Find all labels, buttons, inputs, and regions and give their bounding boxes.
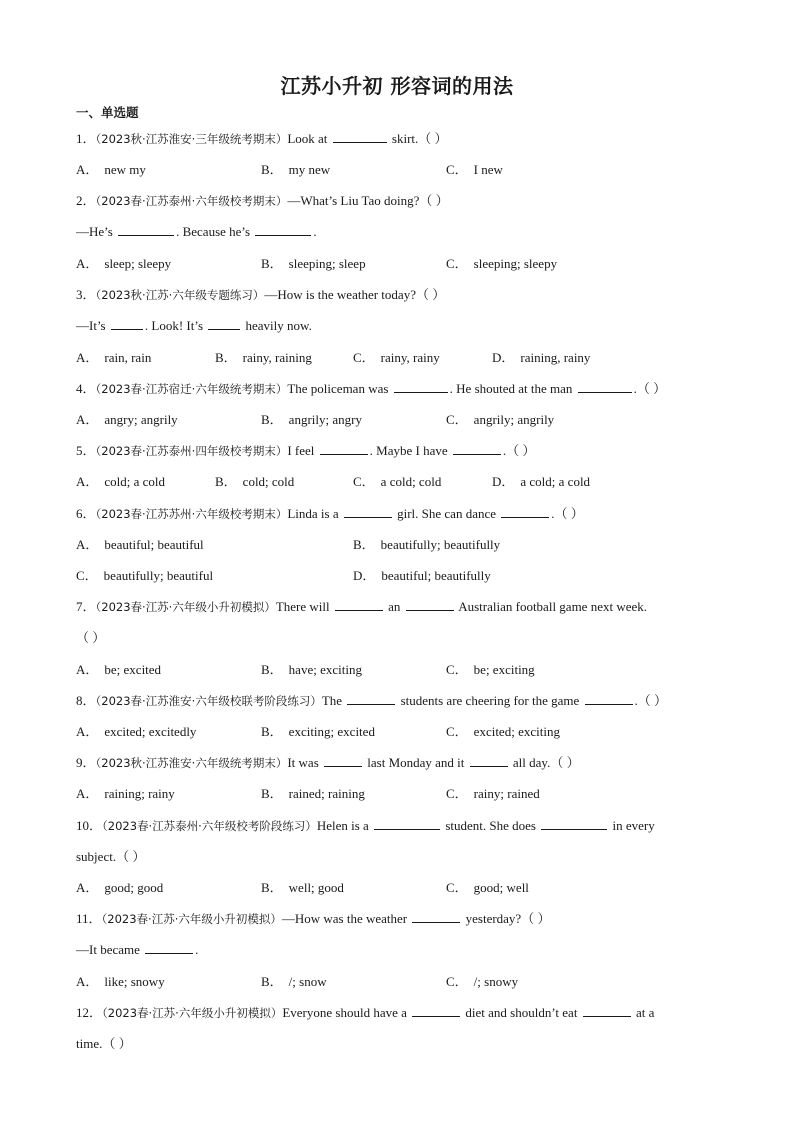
stem-text: yesterday?（ ） bbox=[465, 911, 551, 926]
page-title: 江苏小升初 形容词的用法 bbox=[280, 74, 514, 98]
option-text: angrily; angry bbox=[288, 412, 362, 427]
answer-blank[interactable] bbox=[344, 506, 392, 518]
stem-text: Linda is a bbox=[287, 506, 339, 521]
option-b[interactable] bbox=[261, 162, 330, 178]
answer-blank[interactable] bbox=[255, 224, 311, 236]
stem-text: The bbox=[321, 693, 343, 708]
question-5 bbox=[76, 443, 535, 459]
option-b[interactable] bbox=[261, 724, 375, 740]
option-c[interactable] bbox=[446, 662, 535, 678]
option-text: good; good bbox=[104, 880, 164, 895]
option-label: D． bbox=[353, 568, 376, 583]
option-label: B． bbox=[261, 256, 283, 271]
question-number: 12． bbox=[76, 1005, 103, 1020]
option-b[interactable] bbox=[215, 350, 312, 366]
stem-text: . He shouted at the man bbox=[449, 381, 573, 396]
option-text: beautifully; beautifully bbox=[380, 537, 501, 552]
option-label: A． bbox=[76, 412, 99, 427]
option-text: a cold; cold bbox=[380, 474, 442, 489]
option-text: be; exciting bbox=[473, 662, 535, 677]
question-9 bbox=[76, 755, 580, 771]
option-text: new my bbox=[104, 162, 146, 177]
option-d[interactable] bbox=[492, 350, 590, 366]
option-label: C． bbox=[446, 412, 468, 427]
stem-text: . Maybe I have bbox=[369, 443, 448, 458]
question-source: （2023秋·江苏淮安·三年级统考期末） bbox=[95, 132, 288, 146]
option-text: sleep; sleepy bbox=[104, 256, 172, 271]
question-7-cont: （ ） bbox=[76, 630, 106, 645]
option-text: my new bbox=[288, 162, 331, 177]
answer-blank[interactable] bbox=[111, 318, 143, 330]
option-label: A． bbox=[76, 662, 99, 677]
answer-blank[interactable] bbox=[374, 818, 440, 830]
option-text: be; excited bbox=[104, 662, 162, 677]
question-12-cont: time.（ ） bbox=[76, 1036, 132, 1051]
stem-text: Helen is a bbox=[316, 818, 369, 833]
option-label: C． bbox=[353, 350, 375, 365]
option-label: B． bbox=[353, 537, 375, 552]
stem-text: Look at bbox=[287, 131, 328, 146]
option-label: A． bbox=[76, 256, 99, 271]
answer-blank[interactable] bbox=[324, 755, 362, 767]
option-text: /; snowy bbox=[473, 974, 519, 989]
answer-blank[interactable] bbox=[453, 443, 501, 455]
stem-text: .（ ） bbox=[551, 506, 584, 521]
option-text: sleeping; sleepy bbox=[473, 256, 558, 271]
question-source: （2023春·江苏苏州·六年级校考期末） bbox=[95, 507, 288, 521]
option-label: A． bbox=[76, 162, 99, 177]
stem-text: at a bbox=[635, 1005, 655, 1020]
option-label: C． bbox=[446, 880, 468, 895]
answer-blank[interactable] bbox=[470, 755, 508, 767]
question-source: （2023春·江苏泰州·四年级校考期末） bbox=[95, 444, 288, 458]
stem-text: —How was the weather bbox=[281, 911, 408, 926]
stem-text: I feel bbox=[287, 443, 315, 458]
option-text: cold; a cold bbox=[104, 474, 166, 489]
question-12 bbox=[76, 1005, 654, 1021]
answer-blank[interactable] bbox=[412, 911, 460, 923]
option-a[interactable] bbox=[76, 256, 171, 272]
option-label: B． bbox=[261, 880, 283, 895]
stem-text: . bbox=[313, 224, 317, 239]
question-source: （2023春·江苏·六年级小升初模拟） bbox=[101, 912, 282, 926]
answer-blank[interactable] bbox=[347, 693, 395, 705]
answer-blank[interactable] bbox=[501, 506, 549, 518]
stem-text: in every bbox=[612, 818, 655, 833]
option-label: B． bbox=[261, 724, 283, 739]
answer-blank[interactable] bbox=[335, 599, 383, 611]
stem-text: heavily now. bbox=[245, 318, 312, 333]
option-label: D． bbox=[492, 350, 515, 365]
option-c[interactable] bbox=[353, 350, 440, 366]
stem-text: . Look! It’s bbox=[144, 318, 204, 333]
answer-blank[interactable] bbox=[320, 443, 368, 455]
question-4 bbox=[76, 381, 666, 397]
stem-text: girl. She can dance bbox=[397, 506, 497, 521]
option-label: B． bbox=[261, 162, 283, 177]
question-source: （2023春·江苏泰州·六年级校考阶段练习） bbox=[102, 819, 317, 833]
option-label: C． bbox=[76, 568, 98, 583]
option-text: sleeping; sleep bbox=[288, 256, 366, 271]
option-b[interactable] bbox=[261, 880, 344, 896]
stem-text: . bbox=[195, 942, 199, 957]
question-11-sub bbox=[76, 942, 198, 958]
option-text: angry; angrily bbox=[104, 412, 178, 427]
option-label: C． bbox=[446, 162, 468, 177]
stem-text: an bbox=[388, 599, 401, 614]
option-text: good; well bbox=[473, 880, 529, 895]
option-c[interactable] bbox=[446, 412, 554, 428]
option-label: C． bbox=[446, 786, 468, 801]
question-source: （2023春·江苏·六年级小升初模拟） bbox=[95, 600, 276, 614]
option-c[interactable] bbox=[446, 880, 529, 896]
option-label: A． bbox=[76, 474, 99, 489]
question-source: （2023秋·江苏淮安·六年级统考期末） bbox=[95, 756, 288, 770]
option-c[interactable] bbox=[446, 256, 557, 272]
stem-text: —He’s bbox=[76, 224, 113, 239]
stem-text: It was bbox=[287, 755, 319, 770]
answer-blank[interactable] bbox=[583, 1005, 631, 1017]
question-number: 8． bbox=[76, 693, 96, 708]
option-text: rainy; rained bbox=[473, 786, 540, 801]
answer-blank[interactable] bbox=[208, 318, 240, 330]
stem-text: . Because he’s bbox=[176, 224, 251, 239]
option-a[interactable] bbox=[76, 724, 196, 740]
answer-blank[interactable] bbox=[406, 599, 454, 611]
option-d[interactable] bbox=[353, 568, 491, 584]
option-label: A． bbox=[76, 350, 99, 365]
question-3-sub bbox=[76, 318, 312, 334]
option-text: excited; exciting bbox=[473, 724, 560, 739]
stem-text: Australian football game next week. bbox=[458, 599, 648, 614]
option-b[interactable] bbox=[261, 256, 366, 272]
question-source: （2023春·江苏·六年级小升初模拟） bbox=[102, 1006, 283, 1020]
option-label: D． bbox=[492, 474, 515, 489]
question-7 bbox=[76, 599, 647, 615]
stem-text: .（ ） bbox=[633, 381, 667, 396]
option-d[interactable] bbox=[492, 474, 590, 490]
option-text: have; exciting bbox=[288, 662, 362, 677]
question-2-sub bbox=[76, 224, 317, 240]
option-a[interactable] bbox=[76, 662, 161, 678]
question-number: 4． bbox=[76, 381, 96, 396]
option-text: cold; cold bbox=[242, 474, 295, 489]
option-c[interactable] bbox=[446, 786, 540, 802]
option-c[interactable] bbox=[446, 162, 503, 178]
question-8 bbox=[76, 693, 667, 709]
option-a[interactable] bbox=[76, 162, 146, 178]
option-b[interactable] bbox=[261, 662, 362, 678]
option-text: beautifully; beautiful bbox=[103, 568, 214, 583]
option-label: C． bbox=[446, 256, 468, 271]
option-text: excited; excitedly bbox=[104, 724, 197, 739]
stem-text: last Monday and it bbox=[367, 755, 465, 770]
question-source: （2023春·江苏淮安·六年级校联考阶段练习） bbox=[95, 694, 322, 708]
option-label: C． bbox=[446, 662, 468, 677]
option-label: A． bbox=[76, 537, 99, 552]
question-10-cont: subject.（ ） bbox=[76, 849, 146, 864]
stem-text: .（ ） bbox=[634, 693, 668, 708]
answer-blank[interactable] bbox=[585, 693, 633, 705]
stem-text: .（ ） bbox=[502, 443, 536, 458]
question-number: 10． bbox=[76, 818, 103, 833]
option-label: C． bbox=[446, 974, 468, 989]
option-label: B． bbox=[261, 974, 283, 989]
option-label: B． bbox=[261, 786, 283, 801]
question-source: （2023春·江苏宿迁·六年级统考期末） bbox=[95, 382, 288, 396]
option-c[interactable] bbox=[76, 568, 213, 584]
question-10 bbox=[76, 818, 655, 834]
stem-text: The policeman was bbox=[287, 381, 389, 396]
question-11 bbox=[76, 911, 550, 927]
stem-text: diet and shouldn’t eat bbox=[465, 1005, 578, 1020]
question-source: （2023秋·江苏·六年级专题练习） bbox=[95, 288, 265, 302]
section-heading: 一、单选题 bbox=[76, 105, 139, 120]
question-2 bbox=[76, 193, 449, 209]
option-b[interactable] bbox=[261, 786, 365, 802]
option-text: beautiful; beautifully bbox=[381, 568, 491, 583]
question-number: 3． bbox=[76, 287, 96, 302]
stem-text: —How is the weather today?（ ） bbox=[264, 287, 446, 302]
option-c[interactable] bbox=[353, 474, 441, 490]
stem-text: —It’s bbox=[76, 318, 106, 333]
option-label: C． bbox=[446, 724, 468, 739]
option-label: A． bbox=[76, 786, 99, 801]
question-1 bbox=[76, 131, 448, 147]
option-text: exciting; excited bbox=[288, 724, 375, 739]
option-label: C． bbox=[353, 474, 375, 489]
option-a[interactable] bbox=[76, 537, 204, 553]
option-text: well; good bbox=[288, 880, 344, 895]
option-text: I new bbox=[473, 162, 503, 177]
option-text: /; snow bbox=[288, 974, 327, 989]
option-a[interactable] bbox=[76, 412, 178, 428]
option-text: angrily; angrily bbox=[473, 412, 555, 427]
option-a[interactable] bbox=[76, 350, 151, 366]
option-text: like; snowy bbox=[104, 974, 165, 989]
option-b[interactable] bbox=[261, 974, 327, 990]
option-b[interactable] bbox=[261, 412, 362, 428]
question-6 bbox=[76, 506, 584, 522]
option-label: A． bbox=[76, 974, 99, 989]
option-text: beautiful; beautiful bbox=[104, 537, 204, 552]
option-text: rainy, rainy bbox=[380, 350, 440, 365]
stem-text: Everyone should have a bbox=[282, 1005, 407, 1020]
option-a[interactable] bbox=[76, 974, 165, 990]
answer-blank[interactable] bbox=[541, 818, 607, 830]
question-number: 7． bbox=[76, 599, 96, 614]
option-label: B． bbox=[261, 662, 283, 677]
answer-blank[interactable] bbox=[412, 1005, 460, 1017]
option-label: A． bbox=[76, 880, 99, 895]
option-label: B． bbox=[215, 474, 237, 489]
question-number: 5． bbox=[76, 443, 96, 458]
option-label: B． bbox=[261, 412, 283, 427]
question-source: （2023春·江苏泰州·六年级校考期末） bbox=[95, 194, 288, 208]
option-a[interactable] bbox=[76, 474, 165, 490]
question-number: 1． bbox=[76, 131, 96, 146]
question-number: 11． bbox=[76, 911, 102, 926]
stem-text: students are cheering for the game bbox=[400, 693, 580, 708]
option-text: raining, rainy bbox=[520, 350, 591, 365]
option-b[interactable] bbox=[215, 474, 294, 490]
answer-blank[interactable] bbox=[394, 381, 448, 393]
stem-text: —What’s Liu Tao doing?（ ） bbox=[287, 193, 449, 208]
stem-text: student. She does bbox=[445, 818, 536, 833]
option-a[interactable] bbox=[76, 880, 163, 896]
option-a[interactable] bbox=[76, 786, 175, 802]
option-text: rain, rain bbox=[104, 350, 152, 365]
option-label: B． bbox=[215, 350, 237, 365]
option-c[interactable] bbox=[446, 724, 560, 740]
option-text: rainy, raining bbox=[242, 350, 312, 365]
answer-blank[interactable] bbox=[118, 224, 174, 236]
option-b[interactable] bbox=[353, 537, 500, 553]
stem-text: skirt.（ ） bbox=[391, 131, 448, 146]
option-text: rained; raining bbox=[288, 786, 365, 801]
option-label: A． bbox=[76, 724, 99, 739]
stem-text: There will bbox=[275, 599, 330, 614]
answer-blank[interactable] bbox=[145, 942, 193, 954]
option-text: raining; rainy bbox=[104, 786, 175, 801]
stem-text: —It became bbox=[76, 942, 140, 957]
question-number: 9． bbox=[76, 755, 96, 770]
option-text: a cold; a cold bbox=[520, 474, 591, 489]
question-3 bbox=[76, 287, 445, 303]
stem-text: all day.（ ） bbox=[512, 755, 580, 770]
question-number: 6． bbox=[76, 506, 96, 521]
option-c[interactable] bbox=[446, 974, 518, 990]
answer-blank[interactable] bbox=[333, 131, 387, 143]
question-number: 2． bbox=[76, 193, 96, 208]
answer-blank[interactable] bbox=[578, 381, 632, 393]
